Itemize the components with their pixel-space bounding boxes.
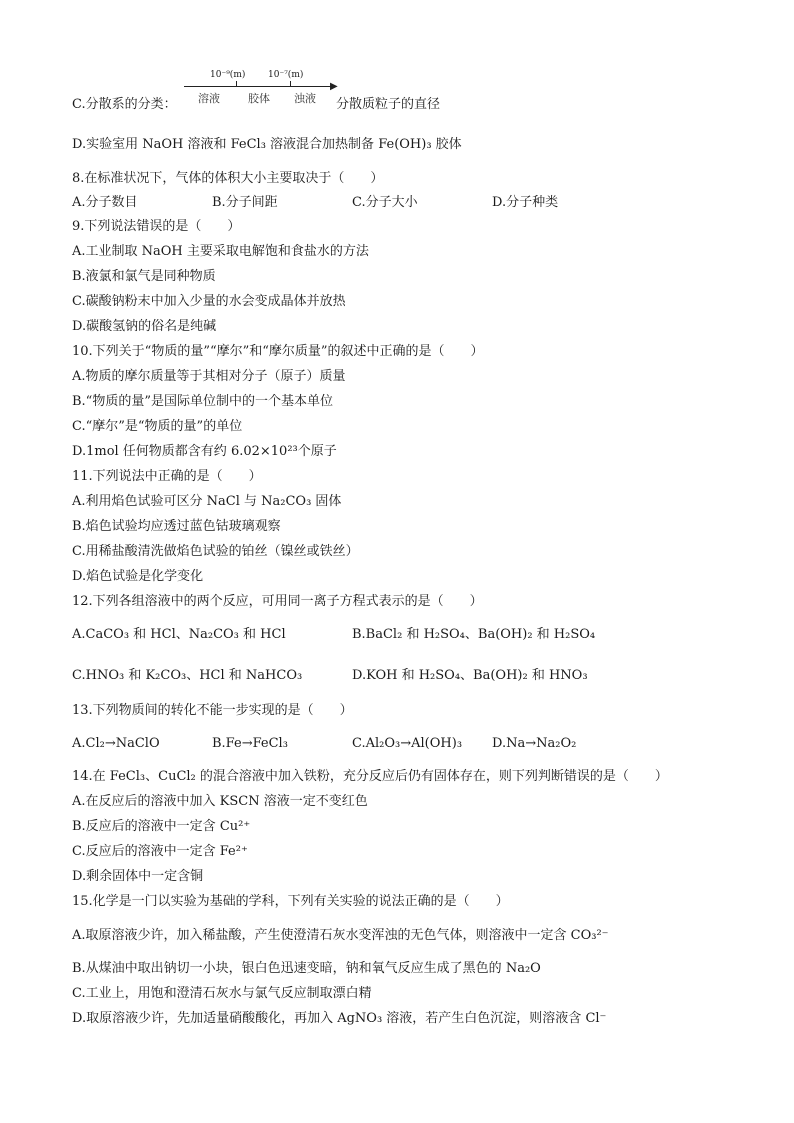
q9-stem: 9.下列说法错误的是（ ） bbox=[72, 219, 241, 234]
q15-option-b: B.从煤油中取出钠切一小块，银白色迅速变暗，钠和氧气反应生成了黑色的 Na₂O bbox=[72, 961, 541, 976]
diagram-region-colloid: 胶体 bbox=[248, 92, 270, 105]
diagram-tick bbox=[236, 81, 237, 86]
q9-option-a: A.工业制取 NaOH 主要采取电解饱和食盐水的方法 bbox=[72, 244, 369, 259]
q12-option-b: B.BaCl₂ 和 H₂SO₄、Ba(OH)₂ 和 H₂SO₄ bbox=[352, 627, 596, 642]
diagram-arrow-icon: ▶ bbox=[330, 81, 338, 92]
q13-option-c: C.Al₂O₃→Al(OH)₃ bbox=[352, 736, 463, 751]
q8-option-a: A.分子数目 bbox=[72, 195, 138, 210]
q15-option-a: A.取原溶液少许，加入稀盐酸，产生使澄清石灰水变浑浊的无色气体，则溶液中一定含 CO₃²⁻ bbox=[72, 928, 609, 943]
q11-stem: 11.下列说法中正确的是（ ） bbox=[72, 469, 262, 484]
q13-option-b: B.Fe→FeCl₃ bbox=[212, 736, 288, 751]
q9-option-d: D.碳酸氢钠的俗名是纯碱 bbox=[72, 319, 217, 334]
q13-option-a: A.Cl₂→NaClO bbox=[72, 736, 160, 751]
q14-stem: 14.在 FeCl₃、CuCl₂ 的混合溶液中加入铁粉，充分反应后仍有固体存在，则下列判断错误的是（ ） bbox=[72, 769, 668, 784]
dispersion-classification-diagram bbox=[184, 70, 344, 116]
diagram-boundary-2: 10⁻⁷(m) bbox=[268, 70, 304, 80]
q13-option-d: D.Na→Na₂O₂ bbox=[492, 736, 577, 751]
q10-option-c: C.“摩尔”是“物质的量”的单位 bbox=[72, 419, 243, 434]
q9-option-b: B.液氯和氯气是同种物质 bbox=[72, 269, 216, 284]
q11-option-d: D.焰色试验是化学变化 bbox=[72, 569, 204, 584]
q12-option-d: D.KOH 和 H₂SO₄、Ba(OH)₂ 和 HNO₃ bbox=[352, 668, 588, 683]
diagram-region-solution: 溶液 bbox=[198, 92, 220, 105]
q8-option-b: B.分子间距 bbox=[212, 195, 278, 210]
q10-option-b: B.“物质的量”是国际单位制中的一个基本单位 bbox=[72, 394, 333, 409]
q13-stem: 13.下列物质间的转化不能一步实现的是（ ） bbox=[72, 703, 353, 718]
q14-option-b: B.反应后的溶液中一定含 Cu²⁺ bbox=[72, 819, 251, 834]
q12-stem: 12.下列各组溶液中的两个反应，可用同一离子方程式表示的是（ ） bbox=[72, 594, 483, 609]
q10-stem: 10.下列关于“物质的量”“摩尔”和“摩尔质量”的叙述中正确的是（ ） bbox=[72, 344, 484, 359]
q12-option-c: C.HNO₃ 和 K₂CO₃、HCl 和 NaHCO₃ bbox=[72, 668, 303, 683]
q11-option-c: C.用稀盐酸清洗做焰色试验的铂丝（镍丝或铁丝） bbox=[72, 544, 359, 559]
q11-option-b: B.焰色试验均应透过蓝色钴玻璃观察 bbox=[72, 519, 281, 534]
diagram-region-suspension: 浊液 bbox=[294, 92, 316, 105]
diagram-axis bbox=[184, 86, 334, 87]
q7-option-d: D.实验室用 NaOH 溶液和 FeCl₃ 溶液混合加热制备 Fe(OH)₃ 胶体 bbox=[72, 137, 462, 152]
q10-option-a: A.物质的摩尔质量等于其相对分子（原子）质量 bbox=[72, 369, 346, 384]
q8-stem: 8.在标准状况下，气体的体积大小主要取决于（ ） bbox=[72, 171, 384, 186]
q12-option-a: A.CaCO₃ 和 HCl、Na₂CO₃ 和 HCl bbox=[72, 627, 286, 642]
q15-stem: 15.化学是一门以实验为基础的学科，下列有关实验的说法正确的是（ ） bbox=[72, 894, 509, 909]
diagram-boundary-1: 10⁻⁹(m) bbox=[210, 70, 246, 80]
q15-option-d: D.取原溶液少许，先加适量硝酸酸化，再加入 AgNO₃ 溶液，若产生白色沉淀，则溶液含 Cl⁻ bbox=[72, 1011, 607, 1026]
q11-option-a: A.利用焰色试验可区分 NaCl 与 Na₂CO₃ 固体 bbox=[72, 494, 342, 509]
q7-option-c-label: C.分散系的分类： bbox=[72, 97, 177, 112]
q15-option-c: C.工业上，用饱和澄清石灰水与氯气反应制取漂白精 bbox=[72, 986, 372, 1001]
q8-option-d: D.分子种类 bbox=[492, 195, 559, 210]
q10-option-d: D.1mol 任何物质都含有约 6.02×10²³个原子 bbox=[72, 444, 337, 459]
q9-option-c: C.碳酸钠粉末中加入少量的水会变成晶体并放热 bbox=[72, 294, 346, 309]
q14-option-c: C.反应后的溶液中一定含 Fe²⁺ bbox=[72, 844, 248, 859]
q14-option-d: D.剩余固体中一定含铜 bbox=[72, 869, 204, 884]
q14-option-a: A.在反应后的溶液中加入 KSCN 溶液一定不变红色 bbox=[72, 794, 368, 809]
q8-option-c: C.分子大小 bbox=[352, 195, 418, 210]
diagram-tick bbox=[290, 81, 291, 86]
q7-option-c-axis-label: 分散质粒子的直径 bbox=[336, 97, 441, 112]
